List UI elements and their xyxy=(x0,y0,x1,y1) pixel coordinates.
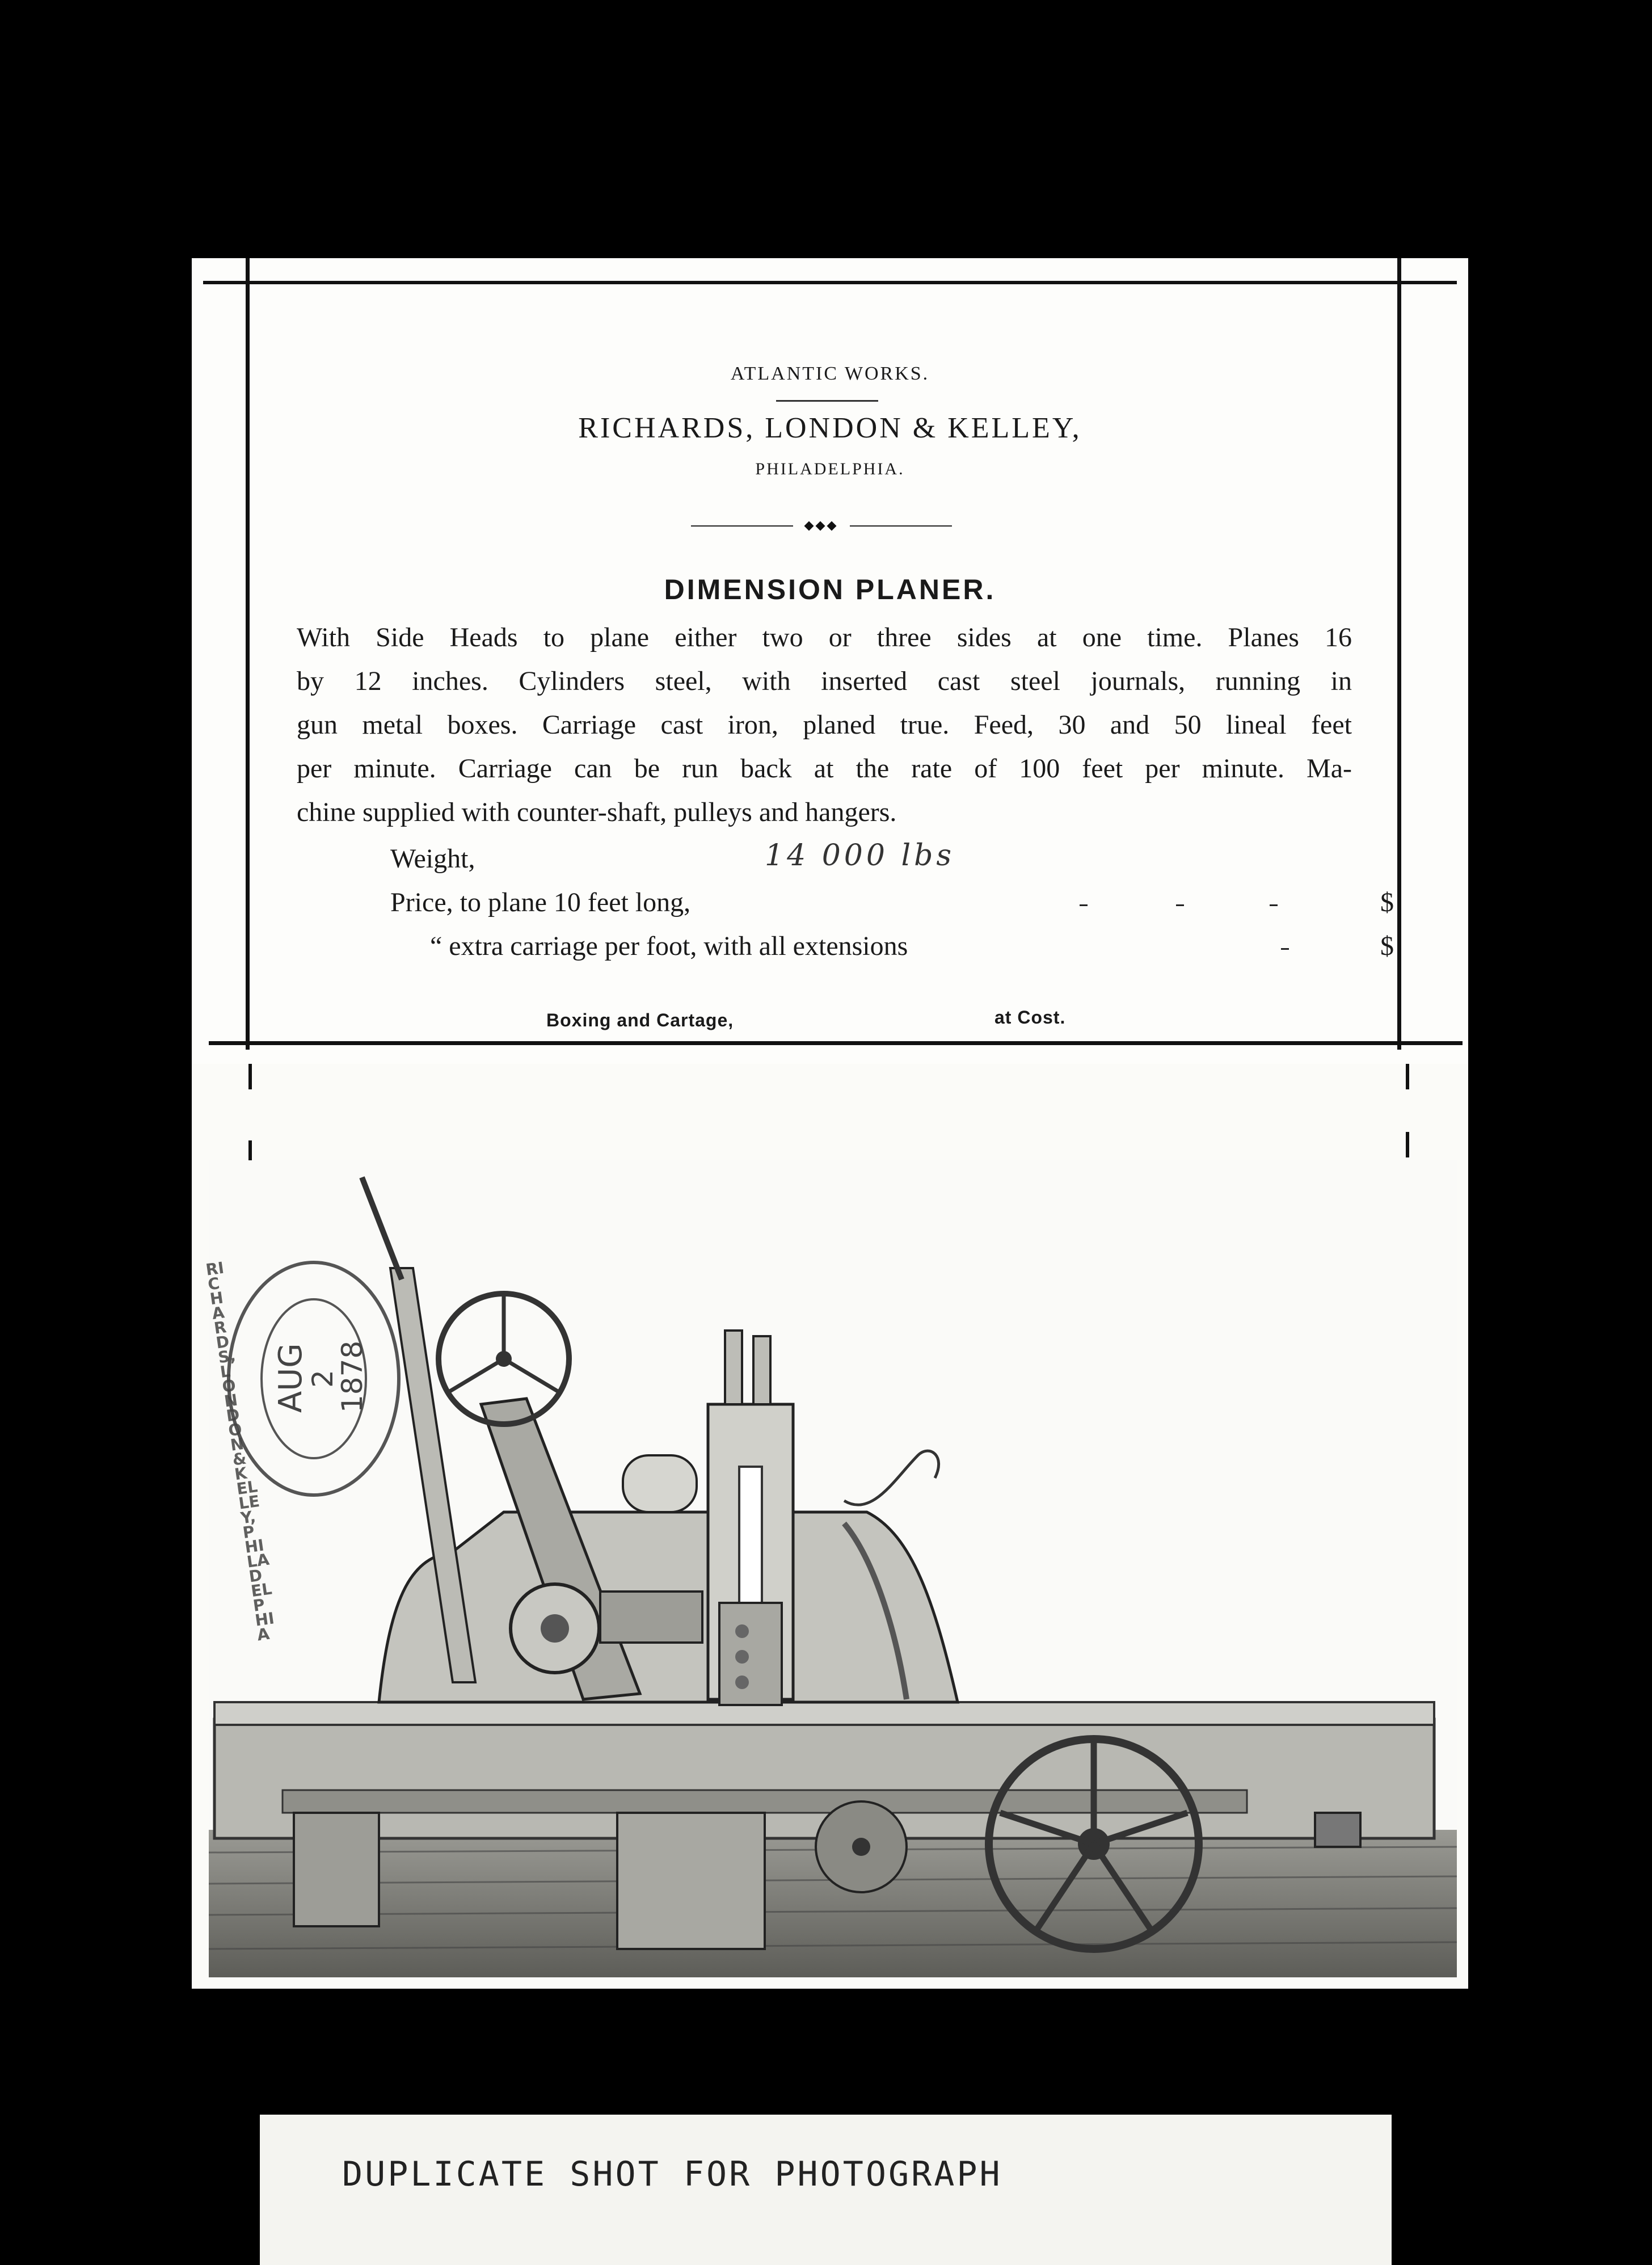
frame-top-rule xyxy=(203,281,1457,284)
works-underline xyxy=(776,400,878,402)
price-label: Price, to plane 10 feet long, xyxy=(390,887,691,917)
extra-currency: $ xyxy=(1380,931,1394,961)
frame-middle-rule xyxy=(209,1041,1463,1045)
caption-label xyxy=(260,2115,1392,2265)
price-row xyxy=(390,881,1423,924)
description-line: With Side Heads to plane either two or three sides at one time. Planes 16 xyxy=(297,622,1352,652)
ornament-divider xyxy=(691,525,952,527)
weight-handwritten-value: 14 000 lbs xyxy=(765,839,955,873)
spec-list xyxy=(390,837,1423,968)
description-line: gun metal boxes. Carriage cast iron, planed true. Feed, 30 and 50 lineal feet xyxy=(297,710,1352,740)
extra-carriage-label: “ extra carriage per foot, with all extensions xyxy=(430,931,908,961)
description-line: per minute. Carriage can be run back at the rate of 100 feet per minute. Ma- xyxy=(297,753,1352,784)
firm-name: RICHARDS, LONDON & KELLEY, xyxy=(578,412,1082,444)
stamp-ring-text: RICHARDS, LONDON & KELLEY, PHILADELPHIA xyxy=(204,1258,276,1645)
received-date-stamp xyxy=(204,1254,407,1645)
product-heading: DIMENSION PLANER. xyxy=(664,574,996,605)
weight-row xyxy=(390,837,1423,881)
city-name: PHILADELPHIA. xyxy=(755,460,905,478)
stamp-month: AUG xyxy=(272,1343,309,1413)
frame-right-tick-2 xyxy=(1406,1132,1409,1157)
product-description xyxy=(297,616,1352,834)
stamp-day: 2 xyxy=(306,1370,339,1388)
frame-right-tick xyxy=(1406,1064,1409,1089)
weight-label: Weight, xyxy=(390,844,475,874)
stamp-year: 1878 xyxy=(336,1340,369,1413)
machine-photograph xyxy=(204,1160,1457,1977)
description-line: chine supplied with counter-shaft, pulleys and hangers. xyxy=(297,797,897,827)
catalog-card xyxy=(192,258,1468,1989)
price-currency: $ xyxy=(1380,887,1394,917)
works-name: ATLANTIC WORKS. xyxy=(730,363,930,384)
description-line: by 12 inches. Cylinders steel, with inserted cast steel journals, running in xyxy=(297,666,1352,696)
machine-leg xyxy=(294,1813,379,1926)
machine-leg xyxy=(617,1813,765,1949)
frame-left-tick xyxy=(248,1064,252,1089)
boxing-value: at Cost. xyxy=(994,1007,1066,1028)
extra-carriage-row xyxy=(390,924,1423,968)
caption-text: DUPLICATE SHOT FOR PHOTOGRAPH xyxy=(342,2154,1002,2194)
boxing-label: Boxing and Cartage, xyxy=(546,1010,734,1030)
